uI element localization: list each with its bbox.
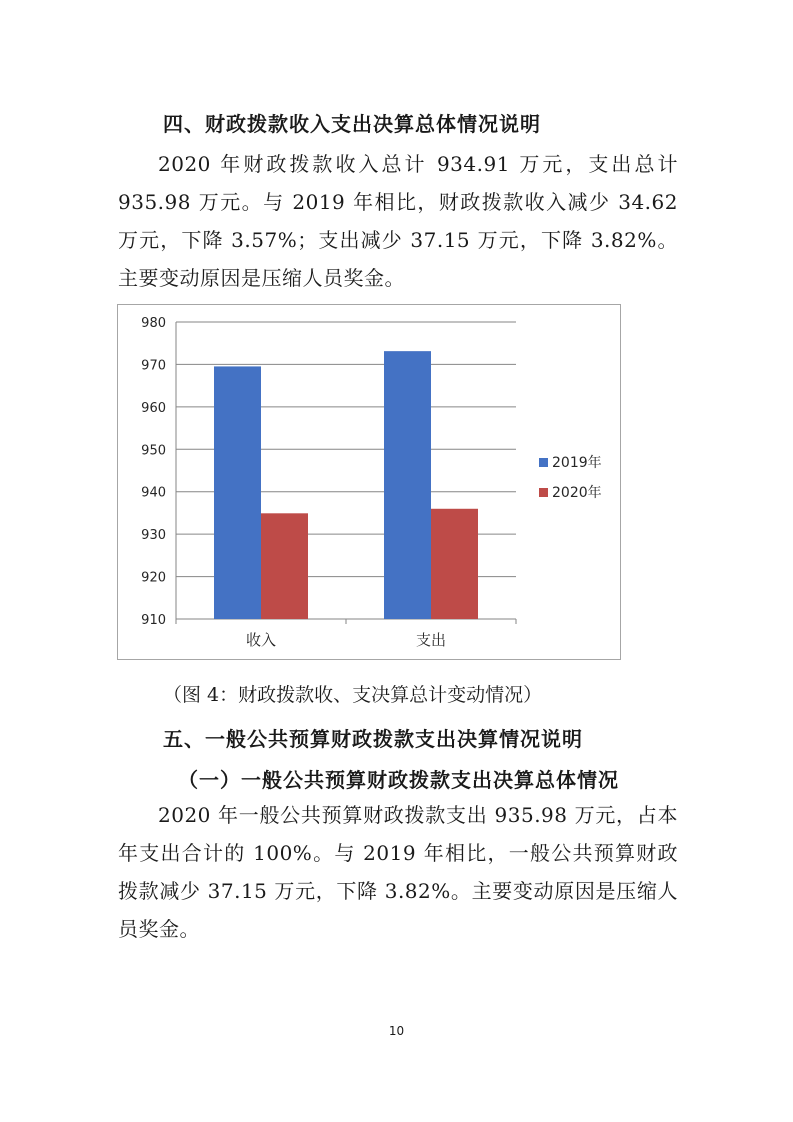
bar-chart-svg <box>118 305 622 661</box>
figure-caption: （图 4：财政拨款收、支决算总计变动情况） <box>163 684 543 706</box>
legend-swatch-2 <box>539 488 548 497</box>
legend-label-1: 2019年 <box>552 455 602 471</box>
page-number: 10 <box>388 1024 405 1038</box>
x-category-label: 支出 <box>415 631 447 649</box>
bar-2-1 <box>384 351 431 619</box>
section-4-paragraph: 2020 年财政拨款收入总计 934.91 万元，支出总计 935.98 万元。与 2019 年相比，财政拨款收入减少 34.62 万元，下降 3.57%；支出减少 37.15 万元，下降 3.82%。主要变动原因是压缩人员奖金。 <box>118 152 678 290</box>
section-4-heading: 四、财政拨款收入支出决算总体情况说明 <box>163 112 541 136</box>
legend-swatch-1 <box>539 458 548 467</box>
y-tick-label: 960 <box>141 400 166 416</box>
bar-1-1 <box>214 366 261 619</box>
bar-chart <box>117 304 621 660</box>
y-tick-label: 930 <box>141 528 166 544</box>
y-tick-label: 910 <box>141 613 166 628</box>
y-tick-label: 980 <box>141 316 166 331</box>
y-tick-label: 920 <box>141 570 166 586</box>
bar-2-2 <box>431 509 478 619</box>
y-tick-label: 940 <box>141 485 166 501</box>
bar-1-2 <box>261 513 308 619</box>
x-category-label: 收入 <box>245 631 277 649</box>
section-5-paragraph: 2020 年一般公共预算财政拨款支出 935.98 万元，占本年支出合计的 100%。与 2019 年相比，一般公共预算财政拨款减少 37.15 万元，下降 3.82%。主要变动原因是压缩人员奖金。 <box>118 803 678 941</box>
y-tick-label: 970 <box>141 358 166 374</box>
section-5-heading: 五、一般公共预算财政拨款支出决算情况说明 <box>163 727 583 751</box>
legend-label-2: 2020年 <box>552 485 602 501</box>
section-5-subheading: （一）一般公共预算财政拨款支出决算总体情况 <box>178 768 619 792</box>
y-tick-label: 950 <box>141 443 166 459</box>
